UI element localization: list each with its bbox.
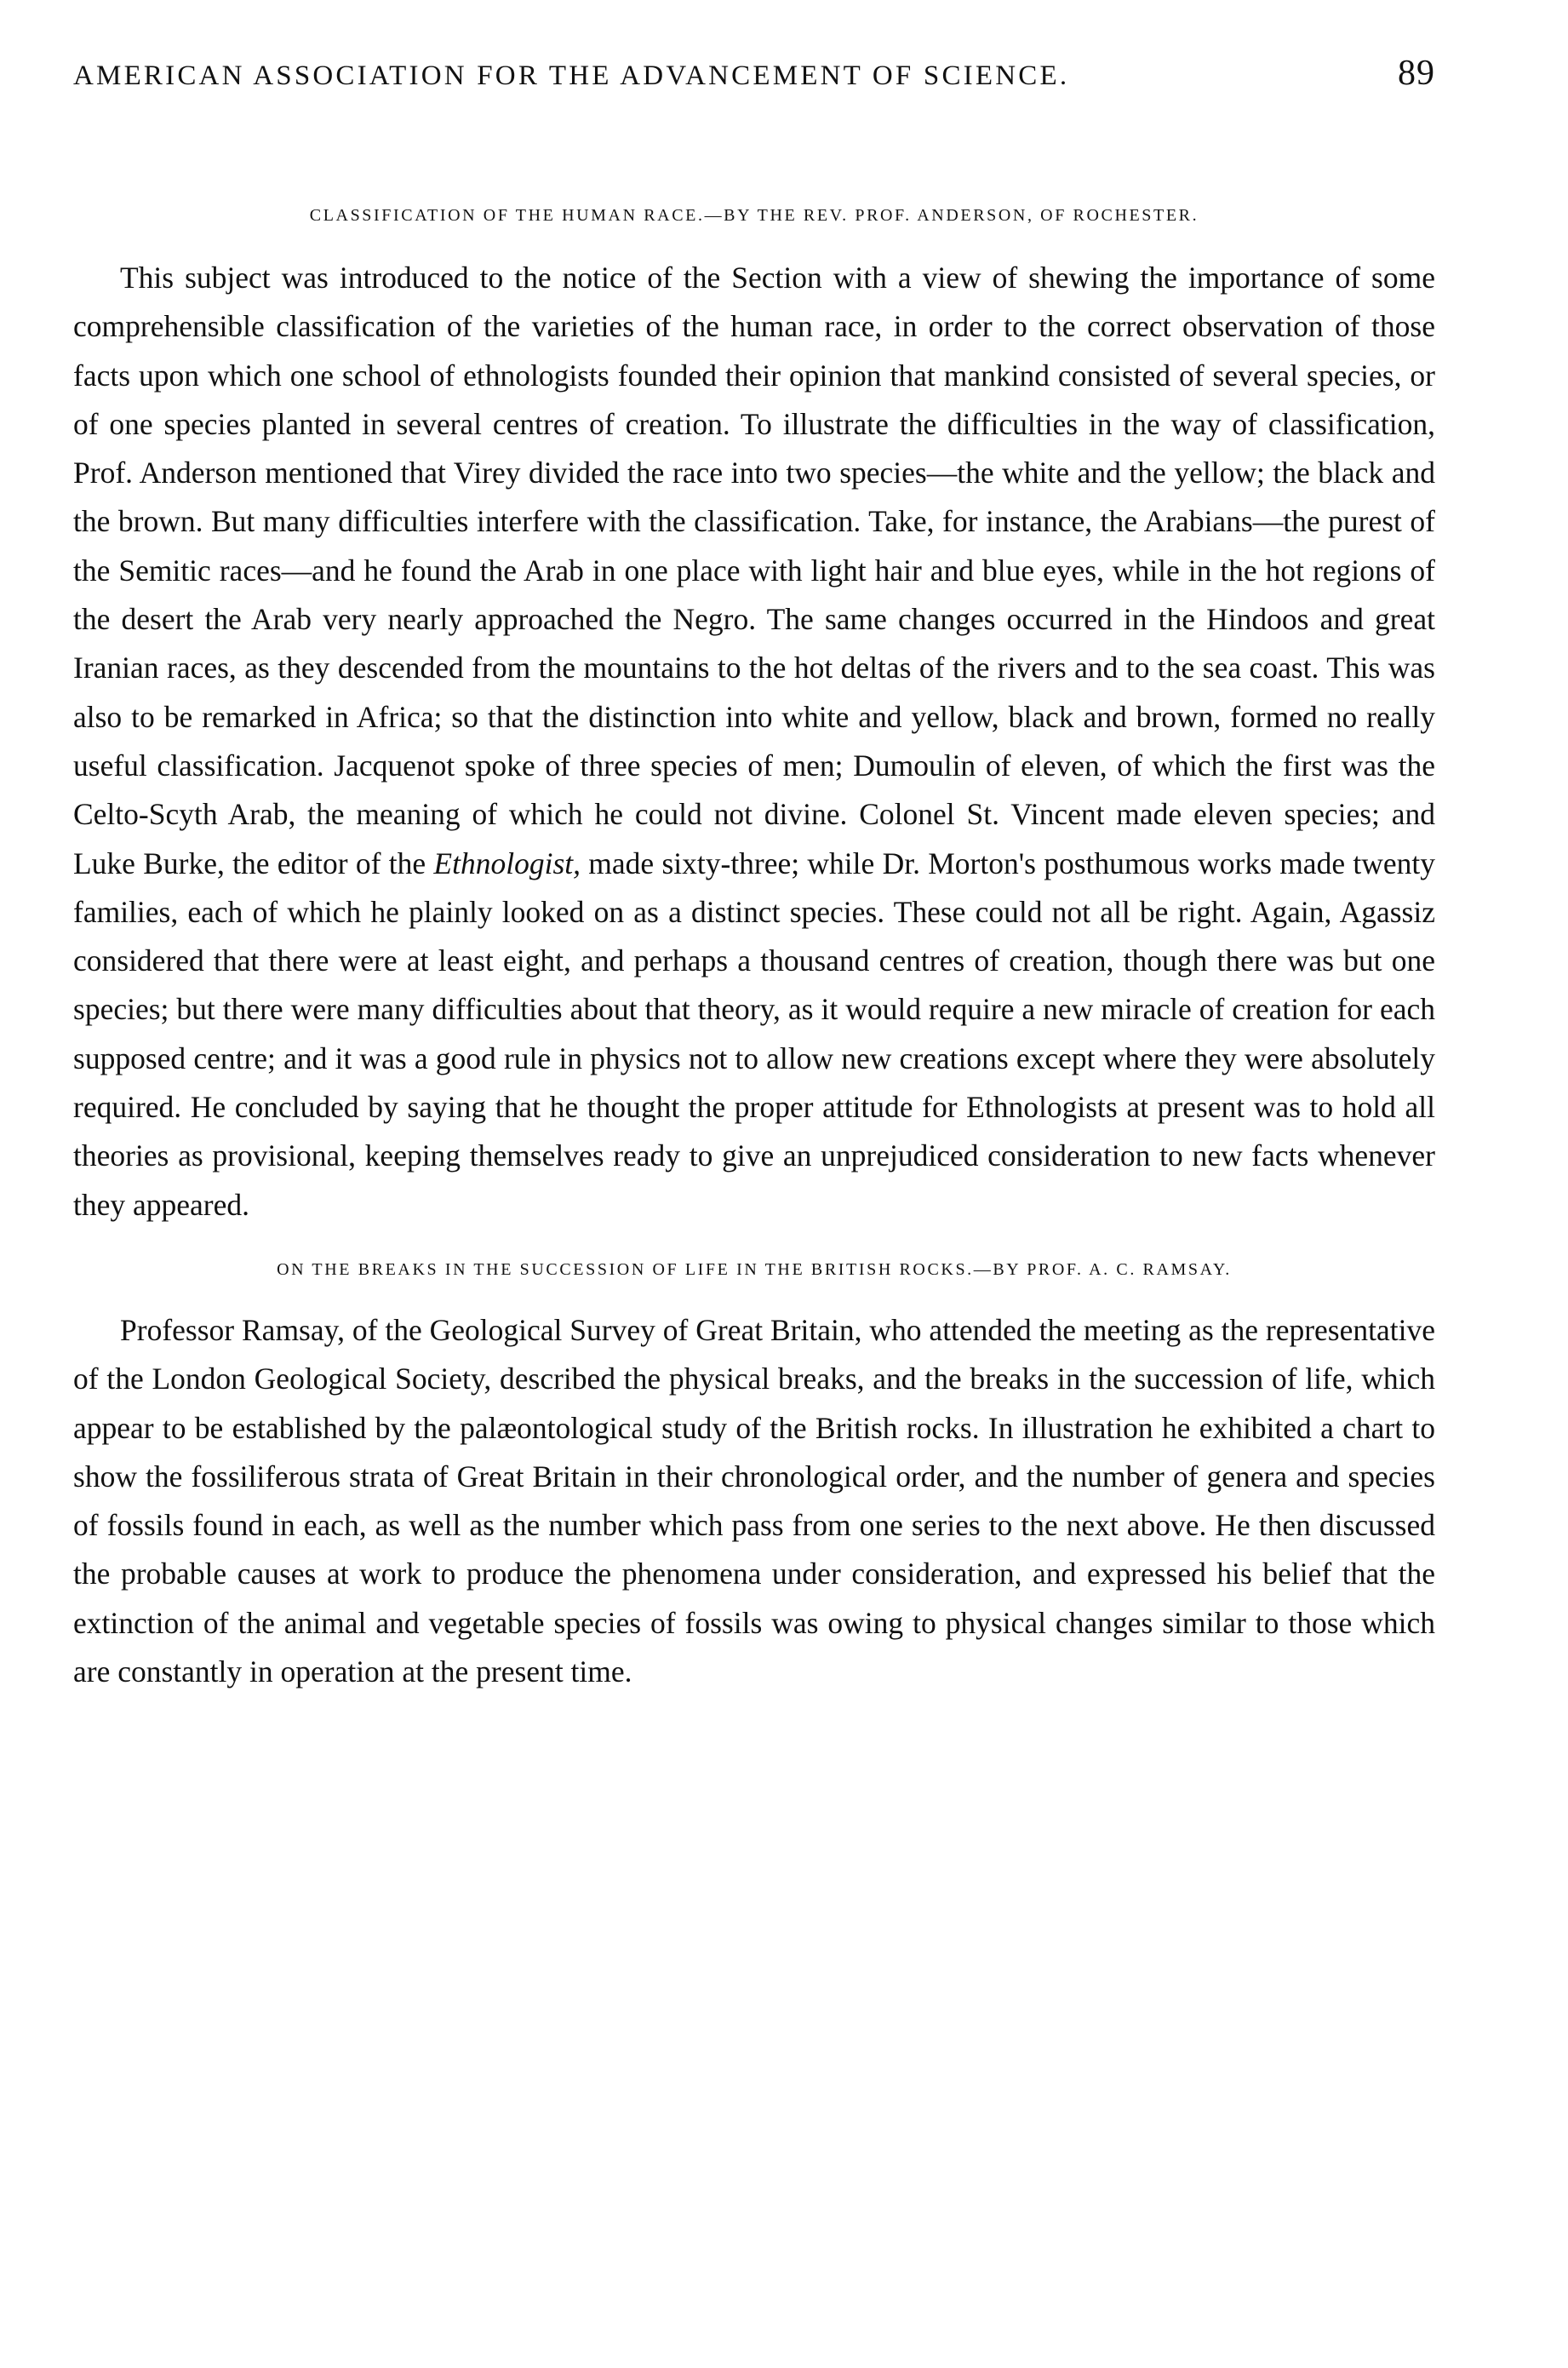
paragraph-british-rocks: Professor Ramsay, of the Geological Survey of Great Britain, who attended the meeting as the representative of the London Geological Society, described the physical breaks, and the breaks in the succession of life, which appear to be established by the palæontological study of the British rocks. In illustration he exhibited a chart to show the fossiliferous strata of Great Britain in their chronological order, and the number of genera and species of fossils found in each, as well as the number which pass from one series to the next above. He then discussed the probable causes at work to produce the phenomena under consideration, and expressed his belief that the extinction of the animal and vegetable species of fossils was owing to physical changes similar to those which are constantly in operation at the present time. [73,1312,1435,1689]
paragraph-text-part-1: This subject was introduced to the notice of the Section with a view of shewing the importance of some comprehensible classification of the varieties of the human race, in order to the correct observation of those facts upon which one school of ethnologists founded their opinion that mankind consisted of several species, or of one species planted in several centres of creation. To illustrate the difficulties in the way of classification, Prof. Anderson mentioned that Virey divided the race into two species—the white and the yellow; the black and the brown. But many difficulties interfere with the classification. Take, for instance, the Arabians—the purest of the Semitic races—and he found the Arab in one place with light hair and blue eyes, while in the hot regions of the desert the Arab very nearly approached the Negro. The same changes occurred in the Hindoos and great Iranian races, as they descended from the mountains to the hot deltas of the rivers and to the sea coast. This was also to be remarked in Africa; so that the distinction into white and yellow, black and brown, formed no really useful classification. Jacquenot spoke of three species of men; Dumoulin of eleven, of which the first was the Celto-Scyth Arab, the meaning of which he could not divine. Colonel St. Vincent made eleven species; and Luke Burke, the editor of the [73,261,1435,880]
paragraph-human-race [73,254,1435,1230]
page-number: 89 [1398,54,1435,93]
italic-journal-title: Ethnologist, [433,846,581,880]
section-heading-human-race: CLASSIFICATION OF THE HUMAN RACE.—BY THE REV. PROF. ANDERSON, OF ROCHESTER. [309,206,1199,225]
page [73,53,1435,1696]
section-heading-british-rocks: ON THE BREAKS IN THE SUCCESSION OF LIFE IN THE BRITISH ROCKS.—BY PROF. A. C. RAMSAY. [277,1259,1232,1279]
paragraph-text-part-2: made sixty-three; while Dr. Morton's posthumous works made twenty families, each of which he plainly looked on as a distinct species. These could not all be right. Again, Agassiz considered that there were at least eight, and perhaps a thousand centres of creation, though there was but one species; but there were many difficulties about that theory, as it would require a new miracle of creation for each supposed centre; and it was a good rule in physics not to allow new creations except where they were absolutely required. He concluded by saying that he thought the proper attitude for Ethnologists at present was to hold all theories as provisional, keeping themselves ready to give an unprejudiced consideration to new facts whenever they appeared. [73,846,1435,1222]
running-title: AMERICAN ASSOCIATION FOR THE ADVANCEMENT OF SCIENCE. [73,60,1070,91]
running-header [73,53,1435,104]
